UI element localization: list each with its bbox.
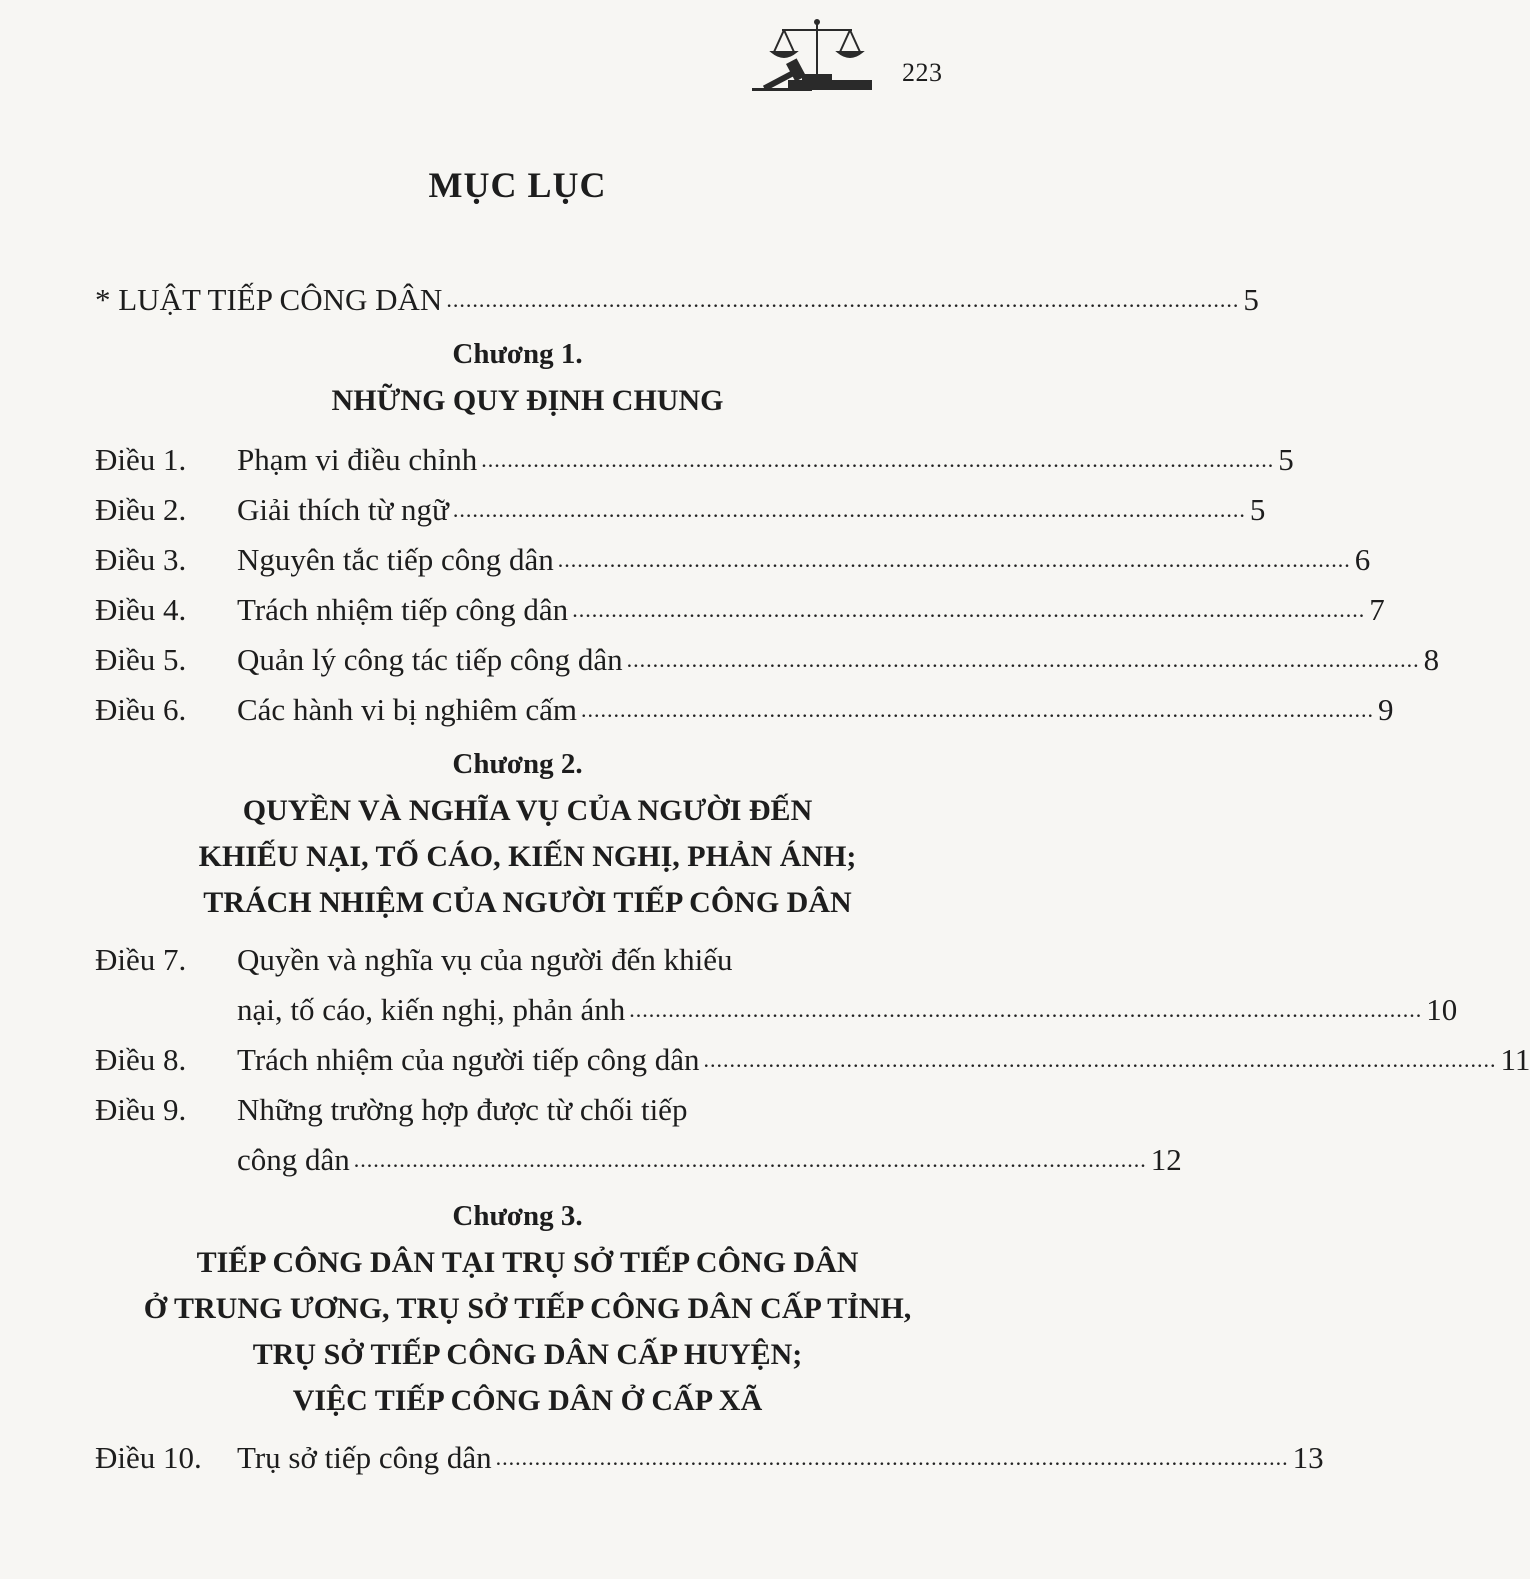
chapter-heading-line: TIẾP CÔNG DÂN TẠI TRỤ SỞ TIẾP CÔNG DÂN (196, 1246, 859, 1279)
page-ref: 5 (1243, 282, 1259, 317)
leader-dots: .......................................................................................................................... (581, 697, 1375, 722)
chapter-label: Chương 1. (452, 338, 583, 370)
toc-article-entry[interactable] (95, 940, 947, 980)
leader-dots: .......................................................................................................................... (703, 1047, 1497, 1072)
chapter-heading (60, 378, 995, 424)
chapter-label: Chương 2. (452, 748, 583, 780)
page-ref: 8 (1423, 642, 1440, 677)
article-number: Điều 9. (95, 1092, 187, 1127)
toc-article-entry[interactable] (95, 640, 1440, 680)
scales-of-justice-gavel-icon (752, 16, 882, 96)
chapter-heading-line: QUYỀN VÀ NGHĨA VỤ CỦA NGƯỜI ĐẾN (242, 794, 813, 827)
toc-article-entry[interactable] (95, 1040, 1530, 1080)
page-ref: 7 (1369, 592, 1385, 627)
leader-dots: .......................................................................................................................... (452, 497, 1246, 522)
toc-article-entry-cont[interactable] (95, 1140, 1182, 1180)
article-title-line1: Những trường hợp được từ chối tiếp (237, 1092, 688, 1127)
page-ref: 12 (1150, 1142, 1182, 1177)
article-number: Điều 2. (95, 492, 187, 527)
page-number: 223 (902, 58, 943, 87)
chapter-heading-line: VIỆC TIẾP CÔNG DÂN Ở CẤP XÃ (292, 1384, 763, 1417)
toc-article-entry[interactable] (95, 1438, 1324, 1478)
leader-dots: .......................................................................................................................... (446, 287, 1240, 312)
article-title-line2: nại, tố cáo, kiến nghị, phản ánh (237, 992, 626, 1027)
article-title: Giải thích từ ngữ (237, 492, 449, 527)
page-ref: 6 (1354, 542, 1371, 577)
chapter-heading (60, 788, 995, 926)
article-number: Điều 5. (95, 642, 187, 677)
article-title: Phạm vi điều chỉnh (237, 442, 478, 477)
article-number: Điều 8. (95, 1042, 187, 1077)
page-ref: 9 (1378, 692, 1394, 727)
article-number: Điều 1. (95, 442, 187, 477)
law-title: * LUẬT TIẾP CÔNG DÂN (95, 282, 443, 317)
leader-dots: .......................................................................................................................... (353, 1147, 1147, 1172)
page-ref: 5 (1249, 492, 1266, 527)
toc-article-entry[interactable] (95, 590, 1385, 630)
article-title: Quản lý công tác tiếp công dân (237, 642, 623, 677)
page-ref: 11 (1500, 1042, 1530, 1077)
article-title-line1: Quyền và nghĩa vụ của người đến khiếu (237, 942, 733, 977)
leader-dots: .......................................................................................................................... (557, 547, 1351, 572)
article-title: Trách nhiệm tiếp công dân (237, 592, 569, 627)
toc-article-entry[interactable] (95, 490, 1266, 530)
page-ref: 10 (1426, 992, 1458, 1027)
page-ref: 13 (1292, 1440, 1324, 1475)
article-title: Trụ sở tiếp công dân (237, 1440, 492, 1475)
chapter-label: Chương 3. (452, 1200, 583, 1232)
article-title-line2: công dân (237, 1142, 350, 1177)
chapter-heading-line: Ở TRUNG ƯƠNG, TRỤ SỞ TIẾP CÔNG DÂN CẤP TỈNH, (143, 1292, 912, 1325)
article-number: Điều 7. (95, 942, 187, 977)
leader-dots: .......................................................................................................................... (626, 647, 1420, 672)
toc-article-entry-cont[interactable] (95, 990, 1458, 1030)
article-number: Điều 6. (95, 692, 187, 727)
chapter-heading-line: TRÁCH NHIỆM CỦA NGƯỜI TIẾP CÔNG DÂN (203, 886, 852, 919)
toc-title: MỤC LỤC (428, 165, 607, 205)
toc-law-entry[interactable] (95, 280, 1259, 320)
chapter-heading-line: TRỤ SỞ TIẾP CÔNG DÂN CẤP HUYỆN; (252, 1338, 803, 1371)
leader-dots: .......................................................................................................................... (481, 447, 1275, 472)
leader-dots: .......................................................................................................................... (495, 1445, 1289, 1470)
article-number: Điều 3. (95, 542, 187, 577)
leader-dots: .......................................................................................................................... (572, 597, 1366, 622)
article-title: Các hành vi bị nghiêm cấm (237, 692, 578, 727)
toc-article-entry[interactable] (95, 440, 1294, 480)
page-ref: 5 (1278, 442, 1294, 477)
toc-article-entry[interactable] (95, 1090, 947, 1130)
toc-article-entry[interactable] (95, 690, 1394, 730)
chapter-heading-line: KHIẾU NẠI, TỐ CÁO, KIẾN NGHỊ, PHẢN ÁNH; (198, 840, 857, 873)
toc-article-entry[interactable] (95, 540, 1371, 580)
leader-dots: .......................................................................................................................... (629, 997, 1423, 1022)
article-number: Điều 4. (95, 592, 187, 627)
article-number: Điều 10. (95, 1440, 202, 1475)
chapter-heading-line: NHỮNG QUY ĐỊNH CHUNG (331, 384, 724, 417)
chapter-heading (60, 1240, 995, 1424)
article-title: Nguyên tắc tiếp công dân (237, 542, 554, 577)
article-title: Trách nhiệm của người tiếp công dân (237, 1042, 700, 1077)
